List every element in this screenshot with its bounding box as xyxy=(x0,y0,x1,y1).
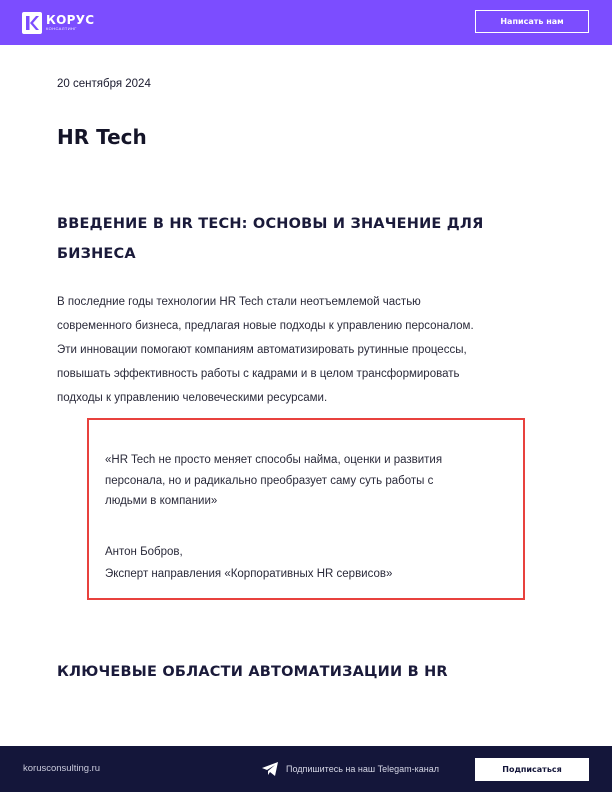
quote-line: «HR Tech не просто меняет способы найма, оценки и развития xyxy=(105,454,443,466)
section-heading-automation: КЛЮЧЕВЫЕ ОБЛАСТИ АВТОМАТИЗАЦИИ В HR xyxy=(57,664,448,680)
telegram-link[interactable]: Подпишитесь на наш Telegam-канал xyxy=(286,764,439,774)
paragraph-line: подходы к управлению человеческими ресурсами. xyxy=(57,392,328,404)
article-date: 20 сентября 2024 xyxy=(57,78,151,90)
section-heading-intro xyxy=(57,209,557,269)
intro-paragraph xyxy=(57,290,557,410)
logo-subtitle: КОНСАЛТИНГ xyxy=(46,26,77,31)
quote-text xyxy=(105,450,515,512)
korus-logo-icon xyxy=(22,12,42,34)
heading-line: ВВЕДЕНИЕ В HR TECH: ОСНОВЫ И ЗНАЧЕНИЕ ДЛЯ xyxy=(57,216,484,232)
header xyxy=(0,0,612,45)
quote-line: людьми в компании» xyxy=(105,495,218,507)
quote-block xyxy=(87,418,525,600)
paragraph-line: В последние годы технологии HR Tech стали неотъемлемой частью xyxy=(57,296,421,308)
subscribe-button[interactable]: Подписаться xyxy=(475,758,589,781)
author-name: Антон Бобров, xyxy=(105,546,183,558)
quote-author xyxy=(105,541,392,585)
paragraph-line: современного бизнеса, предлагая новые подходы к управлению персоналом. xyxy=(57,320,474,332)
write-us-button[interactable]: Написать нам xyxy=(475,10,589,33)
logo-name: КОРУС xyxy=(46,13,95,27)
page-title: HR Tech xyxy=(57,125,147,149)
site-link[interactable]: korusconsulting.ru xyxy=(23,763,101,774)
quote-line: персонала, но и радикально преобразует саму суть работы с xyxy=(105,474,434,487)
author-role: Эксперт направления «Корпоративных HR сервисов» xyxy=(105,568,393,580)
paragraph-line: Эти инновации помогают компаниям автоматизировать рутинные процессы, xyxy=(57,344,467,356)
korus-logo[interactable] xyxy=(22,11,94,35)
heading-line: БИЗНЕСА xyxy=(57,246,136,262)
telegram-icon[interactable] xyxy=(262,762,278,776)
footer xyxy=(0,746,612,792)
paragraph-line: повышать эффективность работы с кадрами и в целом трансформировать xyxy=(57,368,460,380)
